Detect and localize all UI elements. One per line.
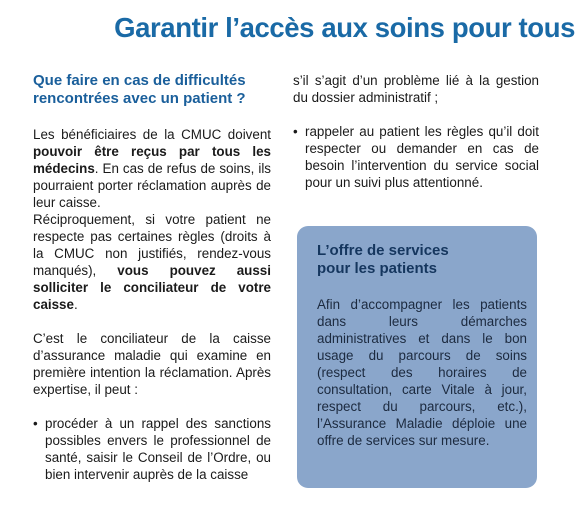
info-box-body: Afin d’accompagner les patients dans leurs démarches administratives et dans le bon usage du parcours de soins (respect des horaires de consultation, carte Vitale à jour, respect du parcours, etc.), l’Assurance Maladie déploie une offre de services sur mesure. (317, 297, 527, 448)
p1-text-c: . En cas de refus de soins, ils pourraient porter réclamation auprès de leur caisse. (33, 161, 271, 210)
info-box-title (317, 242, 527, 278)
list-item-text: rappeler au patient les règles qu’il doit respecter ou demander en cas de besoin l’intervention du service social pour un suivi plus attentionné. (305, 124, 539, 190)
info-box (297, 226, 537, 488)
paragraph-cmuc-beneficiaries (33, 126, 271, 211)
bullet-icon: • (293, 124, 298, 139)
bullet-icon: • (33, 416, 38, 431)
section-heading (33, 72, 271, 108)
section-heading-line-2: rencontrées avec un patient ? (33, 90, 246, 107)
list-item-text: procéder à un rappel des sanctions possibles envers le professionnel de santé, saisir le Conseil de l’Ordre, ou bien intervenir auprès de la caisse (45, 416, 271, 482)
paragraph-continuation: s’il s’agit d’un problème lié à la gestion du dossier administratif ; (293, 73, 539, 105)
p1-bold: pouvoir être reçus par tous les médecins (33, 144, 271, 176)
info-box-title-line-1: L’offre de services (317, 242, 449, 259)
page-title: Garantir l’accès aux soins pour tous (114, 12, 575, 43)
p1-text-a: Les bénéficiaires de la CMUC doivent (33, 127, 271, 142)
left-column (33, 72, 271, 483)
paragraph-reciprocity (33, 211, 271, 313)
section-heading-line-1: Que faire en cas de difficultés (33, 72, 246, 89)
paragraph-conciliator: C’est le conciliateur de la caisse d’assurance maladie qui examine en première intention la réclamation. Après expertise, il peut : (33, 331, 271, 397)
list-item-remind-rules (293, 123, 539, 191)
p2-bold: vous pouvez aussi solliciter le conciliateur de votre caisse (33, 263, 271, 312)
list-item-sanctions (33, 415, 271, 483)
p2-text-a: Réciproquement, si votre patient ne respecte pas certaines règles (droits à la CMUC non justifiés, rendez-vous manqués), (33, 212, 271, 278)
info-box-title-line-2: pour les patients (317, 260, 438, 277)
right-column (293, 72, 539, 191)
p2-text-c: . (73, 297, 78, 312)
